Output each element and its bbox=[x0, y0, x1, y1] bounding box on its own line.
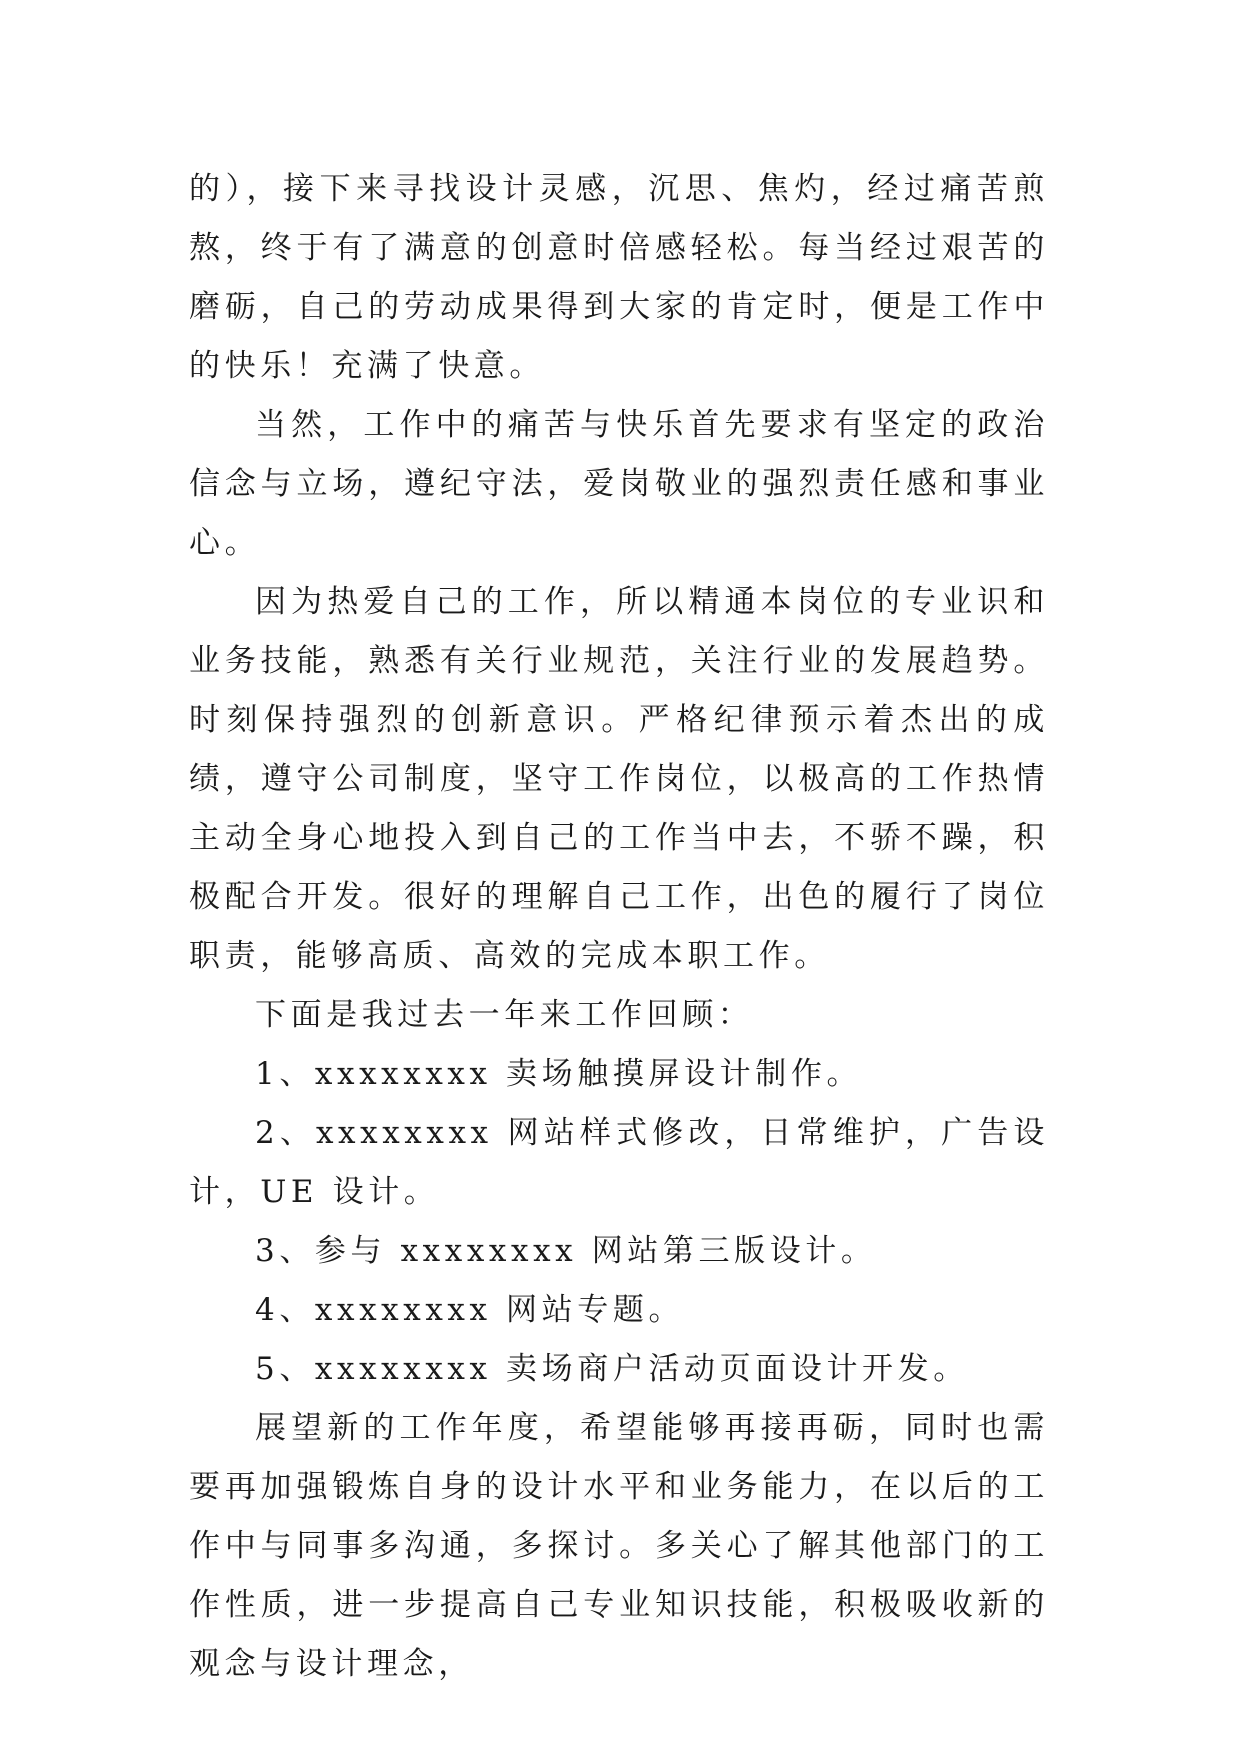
paragraph-1: 的），接下来寻找设计灵感，沉思、焦灼，经过痛苦煎熬，终于有了满意的创意时倍感轻松。每当经过艰苦的磨砺，自己的劳动成果得到大家的肯定时，便是工作中的快乐！充满了快意。 bbox=[189, 171, 1049, 384]
paragraph-4: 下面是我过去一年来工作回顾： bbox=[255, 997, 754, 1033]
paragraph-5: 展望新的工作年度，希望能够再接再砺，同时也需要再加强锻炼自身的设计水平和业务能力，在以后的工作中与同事多沟通，多探讨。多关心了解其他部门的工作性质，进一步提高自己专业知识技能，积极吸收新的观念与设计理念， bbox=[189, 1410, 1049, 1682]
list-item-5: 5、xxxxxxxx 卖场商户活动页面设计开发。 bbox=[255, 1351, 969, 1387]
document-body bbox=[189, 160, 1049, 1694]
list-item-1: 1、xxxxxxxx 卖场触摸屏设计制作。 bbox=[255, 1056, 863, 1092]
list-item-2: 2、xxxxxxxx 网站样式修改，日常维护，广告设计，UE 设计。 bbox=[189, 1115, 1049, 1210]
list-item-4: 4、xxxxxxxx 网站专题。 bbox=[255, 1292, 685, 1328]
list-item-3: 3、参与 xxxxxxxx 网站第三版设计。 bbox=[255, 1233, 877, 1269]
paragraph-2: 当然，工作中的痛苦与快乐首先要求有坚定的政治信念与立场，遵纪守法，爱岗敬业的强烈责任感和事业心。 bbox=[189, 407, 1049, 561]
paragraph-3: 因为热爱自己的工作，所以精通本岗位的专业识和业务技能，熟悉有关行业规范，关注行业的发展趋势。时刻保持强烈的创新意识。严格纪律预示着杰出的成绩，遵守公司制度，坚守工作岗位，以极高的工作热情主动全身心地投入到自己的工作当中去，不骄不躁，积极配合开发。很好的理解自己工作，出色的履行了岗位职责，能够高质、高效的完成本职工作。 bbox=[189, 584, 1049, 974]
